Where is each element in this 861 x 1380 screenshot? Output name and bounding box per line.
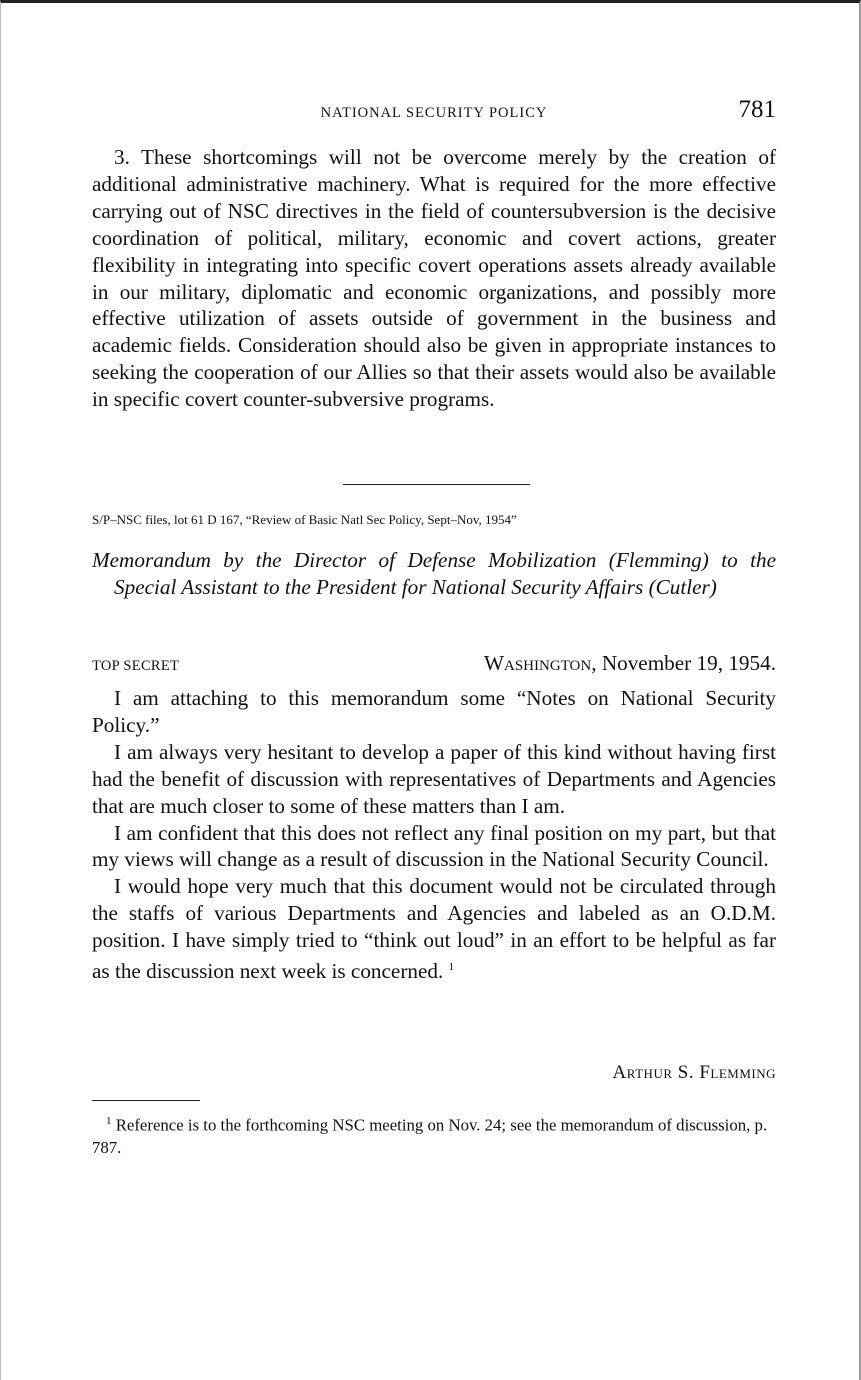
footnote-marker: 1 [106,1115,112,1127]
memo-header-line [92,651,776,679]
memo-paragraph-1: I am attaching to this memorandum some “Notes on National Security Policy.” [92,686,776,737]
section-divider [343,484,530,485]
running-title: NATIONAL SECURITY POLICY [320,105,548,121]
page-number: 781 [738,96,776,123]
running-head [92,98,776,126]
memo-paragraph-4 [92,873,776,985]
footnote-reference[interactable]: 1 [448,961,455,974]
place-date [484,651,776,676]
footnote [92,1110,776,1159]
source-note: S/P–NSC files, lot 61 D 167, “Review of Basic Natl Sec Policy, Sept–Nov, 1954” [92,512,517,527]
signature: Arthur S. Flemming [612,1062,776,1083]
continuation-paragraph-block [92,144,776,413]
document-heading: Memorandum by the Director of Defense Mobilization (Flemming) to the Special Assistant to the President for National Security Affairs (Cutler) [92,548,776,599]
place: Washington [483,651,592,675]
continuation-paragraph: 3. These shortcomings will not be overcome merely by the creation of additional administrative machinery. What is required for the more effective carrying out of NSC directives in the field of countersubversion is the decisive coordination of political, military, economic and covert actions, greater flexibility in integrating into specific covert operations assets already available in our military, diplomatic and economic organizations, and possibly more effective utilization of assets outside of government in the business and academic fields. Consideration should also be given in appropriate instances to seeking the cooperation of our Allies so that their assets would also be available in specific covert counter-subversive programs. [92,145,776,412]
memo-body [92,685,776,985]
memo-paragraph-2: I am always very hesitant to develop a paper of this kind without having first had the benefit of discussion with representatives of Departments and Agencies that are much closer to some of these matters than I am. [92,739,776,818]
memo-paragraph-3: I am confident that this does not reflect any final position on my part, but that my views will change as a result of discussion in the National Security Council. [92,820,776,872]
footnote-text: Reference is to the forthcoming NSC meeting on Nov. 24; see the memorandum of discussion, p. 787. [92,1115,768,1157]
footnote-divider [92,1100,200,1101]
memo-paragraph-4-text: I would hope very much that this document would not be circulated through the staffs of various Departments and Agencies and labeled as an O.D.M. position. I have simply tried to “think out loud” in an effort to be helpful as far as the discussion next week is concerned. [92,874,776,984]
date: , November 19, 1954. [591,651,776,675]
classification: TOP SECRET [92,658,180,674]
